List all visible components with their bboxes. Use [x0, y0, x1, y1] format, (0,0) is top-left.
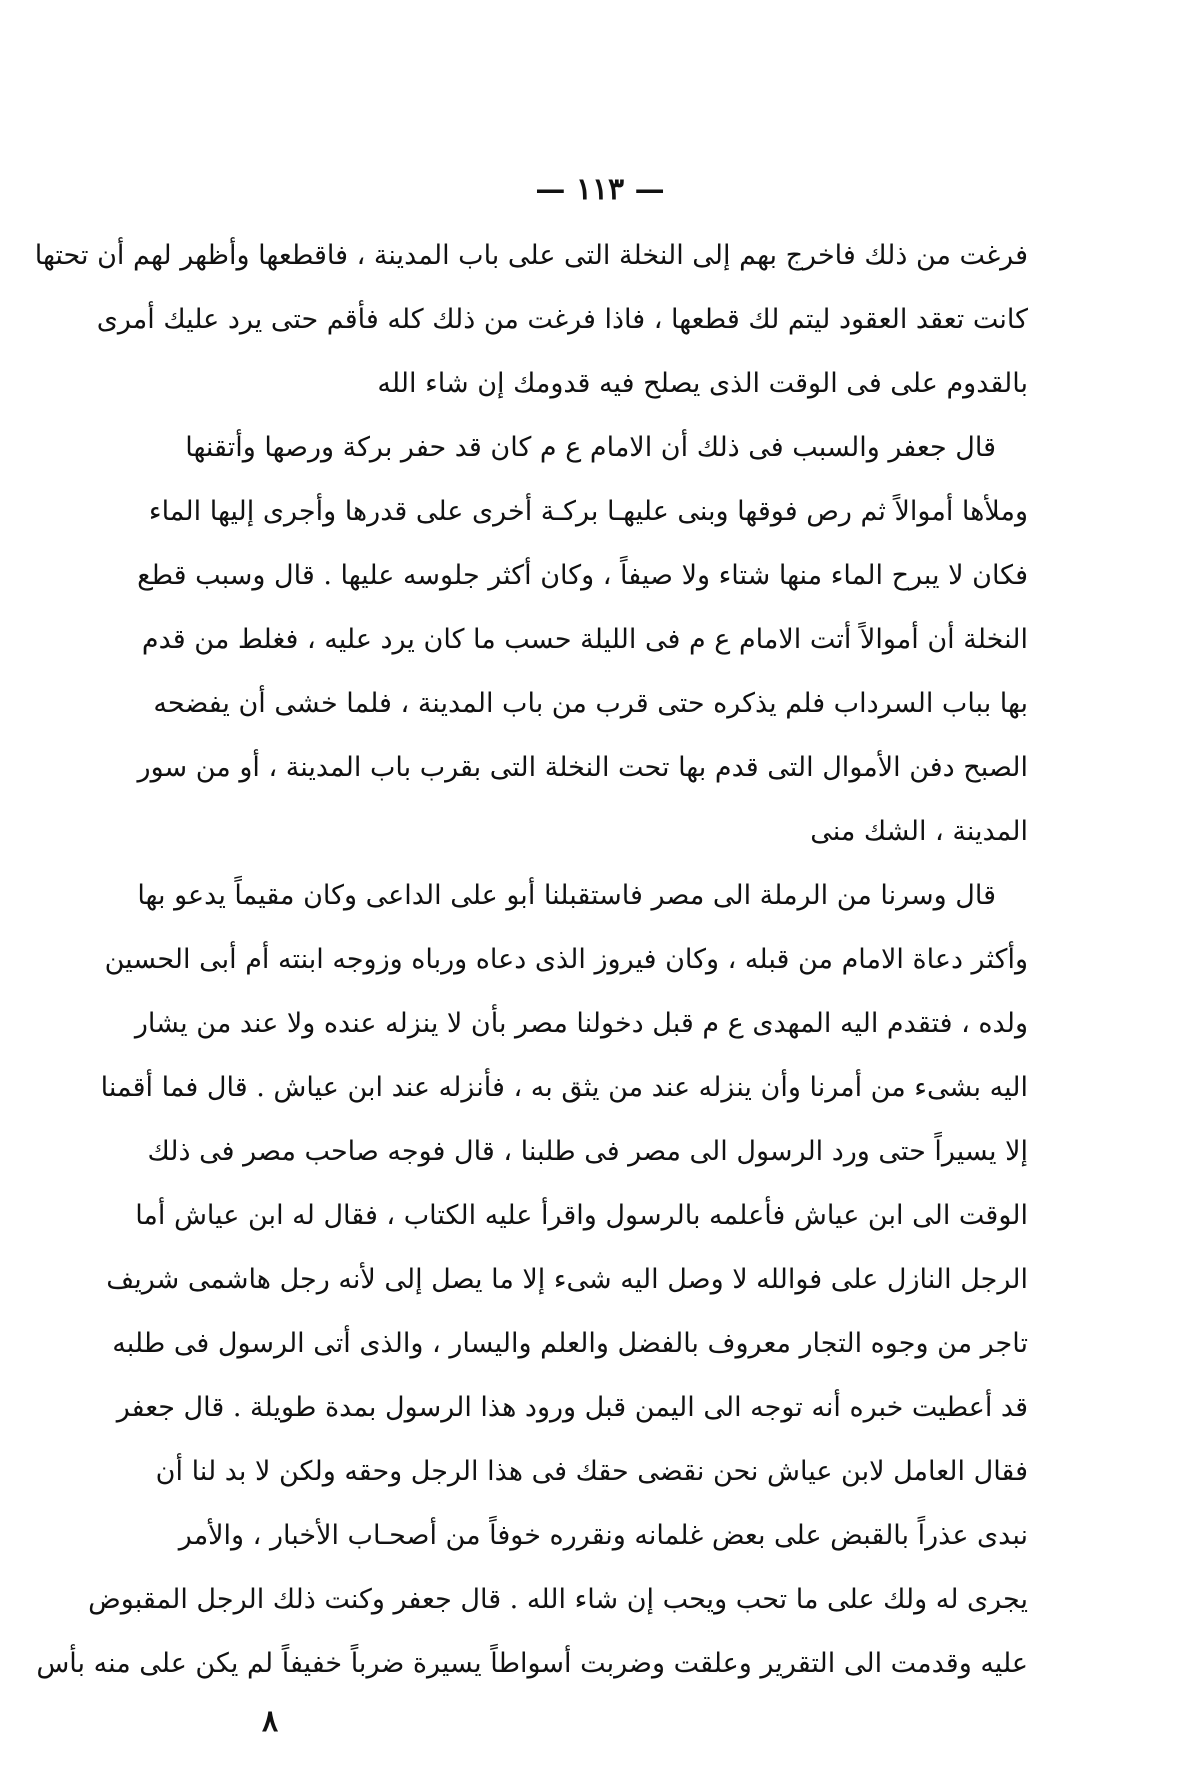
paragraph-3 [36, 864, 1028, 1696]
text-line: فكان لا يبرح الماء منها شتاء ولا صيفاً ، وكان أكثر جلوسه عليها . قال وسبب قطع [137, 560, 1028, 591]
text-line: نبدى عذراً بالقبض على بعض غلمانه ونقرره خوفاً من أصحـاب الأخبار ، والأمر [178, 1520, 1028, 1551]
text-line: بها بباب السرداب فلم يذكره حتى قرب من باب المدينة ، فلما خشى أن يفضحه [153, 688, 1028, 719]
text-line: قال جعفر والسبب فى ذلك أن الامام ع م كان قد حفر بركة ورصها وأتقنها [185, 432, 996, 463]
text-line: كانت تعقد العقود ليتم لك قطعها ، فاذا فرغت من ذلك كله فأقم حتى يرد عليك أمرى [96, 304, 1028, 335]
signature-mark: ٨ [262, 1704, 279, 1739]
paragraph-2 [137, 416, 1028, 864]
text-line: فقال العامل لابن عياش نحن نقضى حقك فى هذا الرجل وحقه ولكن لا بد لنا أن [155, 1456, 1028, 1487]
text-line: المدينة ، الشك منى [810, 816, 1028, 847]
text-line: وأكثر دعاة الامام من قبله ، وكان فيروز الذى دعاه ورباه وزوجه ابنته أم أبى الحسين [104, 944, 1028, 975]
text-line: بالقدوم على فى الوقت الذى يصلح فيه قدومك إن شاء الله [377, 368, 1028, 399]
text-line: تاجر من وجوه التجار معروف بالفضل والعلم واليسار ، والذى أتى الرسول فى طلبه [112, 1328, 1028, 1359]
paragraph-1 [34, 224, 1028, 416]
text-line: قال وسرنا من الرملة الى مصر فاستقبلنا أبو على الداعى وكان مقيماً يدعو بها [137, 880, 996, 911]
text-line: الصبح دفن الأموال التى قدم بها تحت النخلة التى بقرب باب المدينة ، أو من سور [137, 752, 1028, 783]
text-line: عليه وقدمت الى التقرير وعلقت وضربت أسواطاً يسيرة ضرباً خفيفاً لم يكن على منه بأس [36, 1648, 1028, 1679]
text-line: الرجل النازل على فوالله لا وصل اليه شىء إلا ما يصل إلى لأنه رجل هاشمى شريف [106, 1264, 1028, 1295]
text-line: وملأها أموالاً ثم رص فوقها وبنى عليهـا بركـة أخرى على قدرها وأجرى إليها الماء [148, 496, 1028, 527]
text-line: يجرى له ولك على ما تحب ويحب إن شاء الله . قال جعفر وكنت ذلك الرجل المقبوض [88, 1584, 1028, 1615]
text-line: الوقت الى ابن عياش فأعلمه بالرسول واقرأ عليه الكتاب ، فقال له ابن عياش أما [135, 1200, 1028, 1231]
text-line: ولده ، فتقدم اليه المهدى ع م قبل دخولنا مصر بأن لا ينزله عنده ولا عند من يشار [134, 1008, 1028, 1039]
text-line: النخلة أن أموالاً أتت الامام ع م فى الليلة حسب ما كان يرد عليه ، فغلط من قدم [141, 624, 1028, 655]
text-line: فرغت من ذلك فاخرج بهم إلى النخلة التى على باب المدينة ، فاقطعها وأظهر لهم أن تحتها [34, 240, 1028, 271]
text-line: قد أعطيت خبره أنه توجه الى اليمن قبل ورود هذا الرسول بمدة طويلة . قال جعفر [116, 1392, 1028, 1423]
body-text [34, 224, 1028, 1696]
text-line: اليه بشىء من أمرنا وأن ينزله عند من يثق به ، فأنزله عند ابن عياش . قال فما أقمنا [100, 1072, 1028, 1103]
text-line: إلا يسيراً حتى ورد الرسول الى مصر فى طلبنا ، قال فوجه صاحب مصر فى ذلك [147, 1136, 1028, 1167]
page-number: — ١١٣ — [535, 172, 665, 207]
